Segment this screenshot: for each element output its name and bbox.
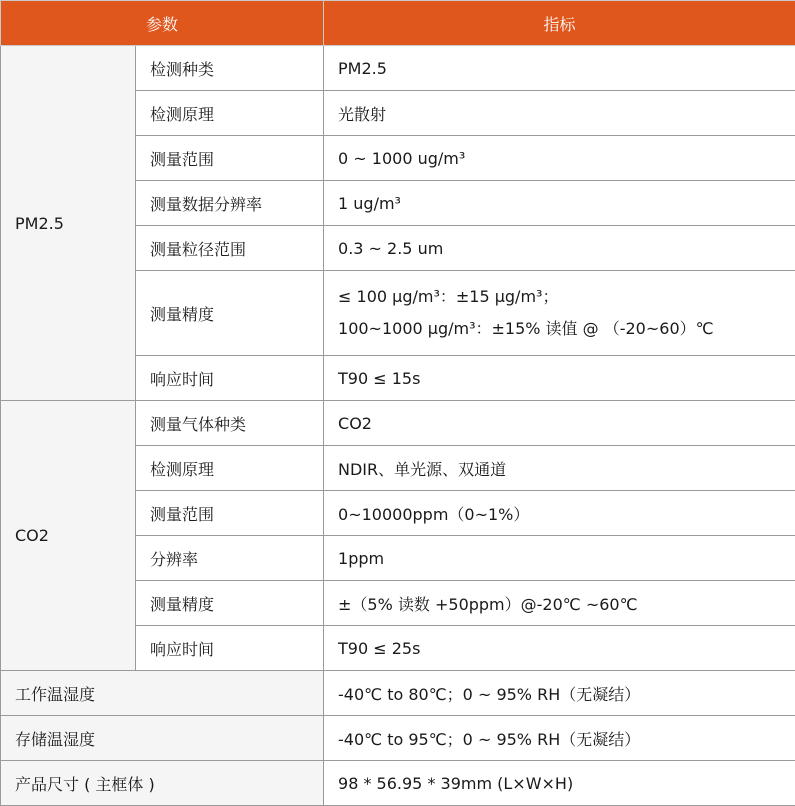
param-label: 测量精度: [136, 271, 324, 356]
table-row: [1, 716, 795, 761]
param-value: ±（5% 读数 +50ppm）@-20℃ ~60℃: [324, 581, 795, 626]
param-label: 测量气体种类: [136, 401, 324, 446]
table-row: [1, 761, 795, 806]
group-label-co2: CO2: [1, 401, 136, 671]
general-label: 存储温湿度: [1, 716, 324, 761]
param-value: [324, 271, 795, 356]
header-row: [1, 1, 795, 46]
param-value-line2: 100~1000 μg/m³：±15% 读值 @ （-20~60）℃: [338, 319, 714, 338]
param-label: 检测原理: [136, 91, 324, 136]
param-value: CO2: [324, 401, 795, 446]
param-label: 测量粒径范围: [136, 226, 324, 271]
header-param: 参数: [1, 1, 324, 46]
param-label: 响应时间: [136, 626, 324, 671]
param-value: 0.3 ~ 2.5 um: [324, 226, 795, 271]
param-value: NDIR、单光源、双通道: [324, 446, 795, 491]
general-value: -40℃ to 95℃；0 ~ 95% RH（无凝结）: [324, 716, 795, 761]
general-value: 98 * 56.95 * 39mm (L×W×H): [324, 761, 795, 806]
param-label: 响应时间: [136, 356, 324, 401]
param-label: 检测种类: [136, 46, 324, 91]
param-value: 光散射: [324, 91, 795, 136]
param-label: 测量数据分辨率: [136, 181, 324, 226]
param-value: 1ppm: [324, 536, 795, 581]
param-value: 0~10000ppm（0~1%）: [324, 491, 795, 536]
param-label: 检测原理: [136, 446, 324, 491]
table-row: [1, 671, 795, 716]
general-label: 产品尺寸 ( 主框体 ): [1, 761, 324, 806]
param-label: 分辨率: [136, 536, 324, 581]
general-label: 工作温湿度: [1, 671, 324, 716]
param-label: 测量范围: [136, 136, 324, 181]
param-label: 测量精度: [136, 581, 324, 626]
param-value: T90 ≤ 15s: [324, 356, 795, 401]
general-value: -40℃ to 80℃；0 ~ 95% RH（无凝结）: [324, 671, 795, 716]
param-value: 1 ug/m³: [324, 181, 795, 226]
table-row: [1, 46, 795, 91]
header-spec: 指标: [324, 1, 795, 46]
param-value: 0 ~ 1000 ug/m³: [324, 136, 795, 181]
param-value: PM2.5: [324, 46, 795, 91]
param-value: T90 ≤ 25s: [324, 626, 795, 671]
group-label-pm25: PM2.5: [1, 46, 136, 401]
param-value-line1: ≤ 100 μg/m³：±15 μg/m³；: [338, 287, 559, 306]
param-label: 测量范围: [136, 491, 324, 536]
table-row: [1, 401, 795, 446]
